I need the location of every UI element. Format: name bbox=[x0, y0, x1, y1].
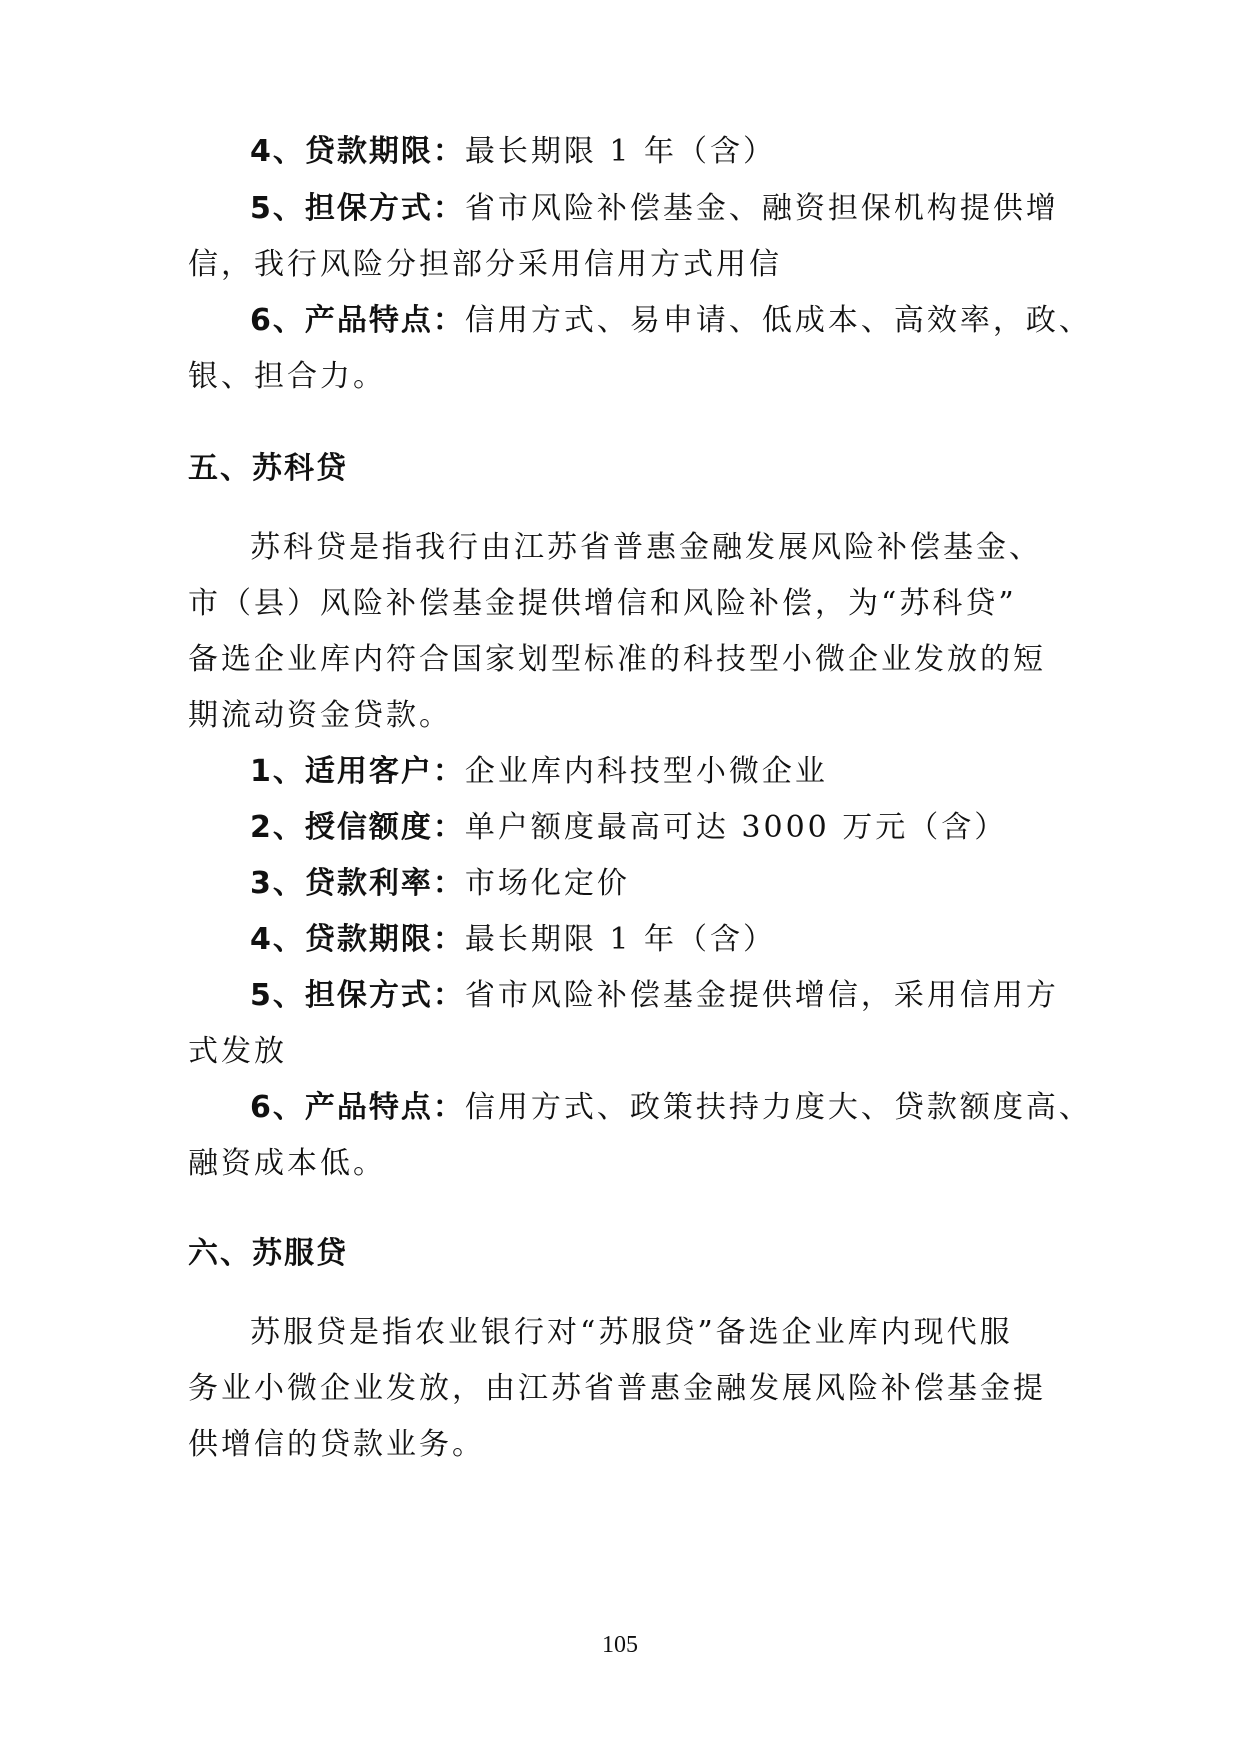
item-label: 3、贷款利率： bbox=[250, 866, 465, 901]
item-label: 6、产品特点： bbox=[250, 303, 465, 338]
item-label: 1、适用客户： bbox=[250, 754, 465, 789]
item-label: 2、授信额度： bbox=[250, 810, 465, 845]
item-text: 最长期限 1 年（含） bbox=[464, 134, 777, 169]
paragraph-line: 苏服贷是指农业银行对“苏服贷”备选企业库内现代服 bbox=[250, 1315, 1013, 1350]
item-guarantee bbox=[250, 976, 1059, 1016]
paragraph-line: 苏科贷是指我行由江苏省普惠金融发展风险补偿基金、 bbox=[250, 530, 1042, 565]
paragraph-line: 市（县）风险补偿基金提供增信和风险补偿，为“苏科贷” bbox=[188, 586, 1017, 621]
page-number: 105 bbox=[602, 1632, 638, 1658]
item-features-top-cont: 银、担合力。 bbox=[188, 359, 386, 394]
item-credit-limit bbox=[250, 808, 1007, 848]
item-text: 企业库内科技型小微企业 bbox=[464, 754, 828, 789]
item-guarantee-cont: 式发放 bbox=[188, 1034, 287, 1069]
paragraph-line: 期流动资金贷款。 bbox=[188, 698, 452, 733]
item-text: 市场化定价 bbox=[464, 866, 630, 901]
section-heading-sukedai: 五、苏科贷 bbox=[188, 451, 348, 486]
item-features-top bbox=[250, 301, 1092, 341]
item-text: 省市风险补偿基金提供增信，采用信用方 bbox=[464, 978, 1059, 1013]
paragraph-line: 务业小微企业发放，由江苏省普惠金融发展风险补偿基金提 bbox=[188, 1371, 1046, 1406]
item-guarantee-top bbox=[250, 189, 1059, 229]
paragraph-line: 供增信的贷款业务。 bbox=[188, 1427, 485, 1462]
item-label: 5、担保方式： bbox=[250, 191, 465, 226]
paragraph-line: 备选企业库内符合国家划型标准的科技型小微企业发放的短 bbox=[188, 642, 1046, 677]
item-text: 信用方式、易申请、低成本、高效率，政、 bbox=[464, 303, 1092, 338]
item-guarantee-top-cont: 信，我行风险分担部分采用信用方式用信 bbox=[188, 247, 782, 282]
item-interest-rate bbox=[250, 864, 630, 904]
item-features-cont: 融资成本低。 bbox=[188, 1146, 386, 1181]
section-heading-sufudai: 六、苏服贷 bbox=[188, 1236, 348, 1271]
item-text: 最长期限 1 年（含） bbox=[464, 922, 777, 957]
item-label: 4、贷款期限： bbox=[250, 134, 465, 169]
item-label: 5、担保方式： bbox=[250, 978, 465, 1013]
item-text: 信用方式、政策扶持力度大、贷款额度高、 bbox=[464, 1090, 1092, 1125]
item-text: 单户额度最高可达 3000 万元（含） bbox=[464, 810, 1008, 845]
item-text: 省市风险补偿基金、融资担保机构提供增 bbox=[464, 191, 1059, 226]
item-loan-term bbox=[250, 920, 776, 960]
item-features bbox=[250, 1088, 1092, 1128]
item-label: 4、贷款期限： bbox=[250, 922, 465, 957]
item-customers bbox=[250, 752, 828, 792]
item-loan-term-top bbox=[250, 132, 776, 172]
item-label: 6、产品特点： bbox=[250, 1090, 465, 1125]
